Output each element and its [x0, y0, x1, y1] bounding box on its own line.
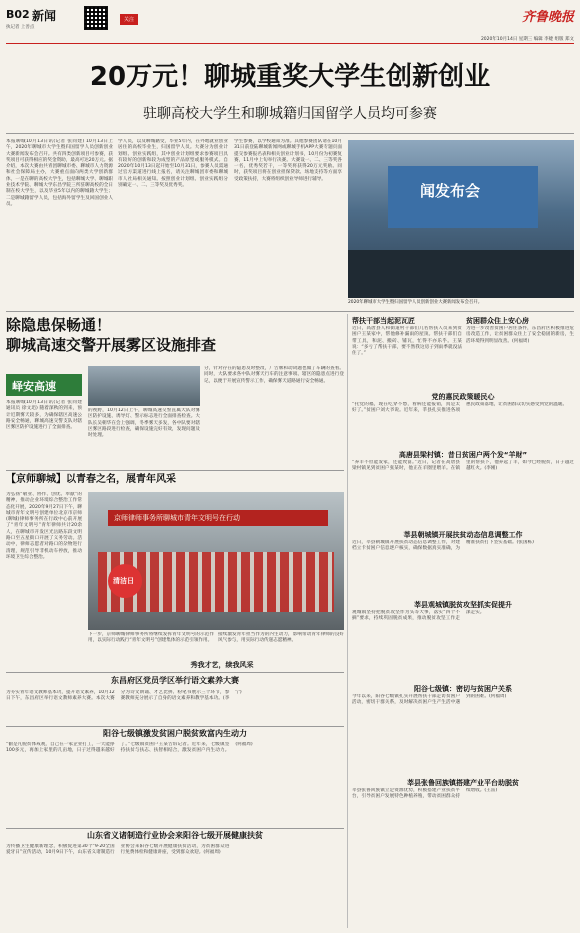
masthead-subline: 执记者 上善点 [6, 25, 35, 30]
youth-signoff: 秀我才艺，续我风采 [190, 661, 254, 669]
follow-badge[interactable]: 关注 [120, 14, 138, 25]
masthead [0, 0, 580, 40]
traffic-headline-2: 聊城高速交警开展雾区设施排查 [6, 336, 217, 354]
page-code: B02 [6, 8, 30, 21]
poverty-text: “偷是凡脱贫体戒观，自己在一家企业打工，一天能挣100多元，再加上家里的几亩地，日子过得越来越好了。”七级镇贫困户王某告诉记者。近年来，七级镇坚持扶贫与扶志、扶智相结合，激发贫困户内生动力。(何福周) [6, 742, 253, 754]
traffic-photo [88, 366, 200, 406]
masthead-rule [6, 43, 574, 44]
right-story1-text: 近日，高唐县人和街道村干部们几名帮扶人员来到贫困户王某家中，帮他修补漏雨的屋顶。帮扶干部们自带工具，和泥、搬砖、铺瓦，忙得不亦乐乎。王某说：“多亏了帮扶干部，要不然我这房子到雨季就没法住了。” [352, 326, 462, 357]
right-story5-headline: 莘县朝城镇开展扶贫动态信息调整工作 [403, 531, 523, 539]
photo-overlay-text: 闻发布会 [420, 182, 481, 200]
right-story5-text: 近日，莘县朝城镇开展扶贫动态信息调整工作，对建档立卡贫困户信息逐户核实，确保数据真实准确，为精准扶贫打下坚实基础。(张国栋) [352, 540, 534, 552]
traffic-col-3: 分，针对存在的隐患及时整改，广告牌和动词题也做了车辆的查看。同时，大队要求各中队对雾天行车的注意事项、辖区的隐患点进行登记，以便于开展宣传警示工作，确保雾天道路通行安全畅通。 [204, 366, 344, 384]
right-story6-headline: 莘县观城镇脱贫攻坚抓实促提升 [414, 601, 512, 609]
highway-logo-text: 峄安高速 [12, 380, 56, 393]
youth-headline: 【京师聊城】以青春之名，展青年风采 [6, 474, 176, 485]
photo-caption: 2020年聊城市大学生暨归国留学人员创新创业大赛新闻发布会召开。 [348, 300, 483, 305]
right-story1-headline: 帮扶干部当起泥瓦匠 [352, 317, 415, 325]
main-col-3: 学生参赛，以学校通知为准。其他参赛团队请在10月31日前登陆聊城新闻网或聊城手机APP大赛专题页面提交参赛报名表和相关创业计划书，10月份为初赛复赛，11月中上旬举行决赛。大赛设一、二、三等奖各一名，优秀奖若干，一等奖将获得20万元奖励。同时，获奖项目将在创业担保贷款、场地支持等方面享受政策扶持，大赛将组织创业导师进行辅导。 [234, 139, 342, 182]
highway-logo [6, 374, 82, 396]
clean-day-sign [108, 564, 142, 598]
youth-col-2: 下一步，京师聊城律师事务所将继续发挥青年文明号的示范作用，以实际行动践行“青年文明号”创建集体的示范引领作用。 [88, 632, 214, 644]
right-story6-text: 观城镇坚持把脱贫攻坚作为头等大事，落实“四个不摘”要求，持续巩固脱贫成果，推动脱贫攻坚工作走深走实。 [352, 610, 485, 622]
main-col-2: 学人员，以及聊城籍受，毕业5年内，在外地就业创业居住的高校毕业生，归国留学人员。大赛分为创业计划组、创业实践组，其中创业计划组要求参赛项目具有较好的创新和较为成型的产品原型或服务模式。自2020年10月13日起开始至10月31日，参赛人员需通过官方渠道进行线上报名，请关注聊城团市委和聊城市人社局相关通知。按照创业计划组、创业实践组分别确定一、二、三等奖及优秀奖。 [118, 139, 228, 189]
right-story7-text: 今年以来，阳谷七级镇扎实开展帮扶干部走访贫困户活动，密切干群关系，及时解决贫困户生产生活中遇到的困难。(何福周) [352, 694, 507, 706]
main-subheadline: 驻聊高校大学生和聊城籍归国留学人员均可参赛 [143, 106, 437, 122]
photo-table [348, 250, 574, 298]
clean-day-sign-text: 清洁日 [113, 577, 134, 585]
main-col-1: 本报聊城10月13日讯(记者 张同建) 10月13日上午，2020年聊城市大学生暨归国留学人员创新创业大赛新闻发布会召开。共有四类创新项目可参赛，获奖项目可获得相应的奖金资助，最高可达20万元。据介绍，本次大赛由共青团聊城市委、聊城市人力资源和社会保障局主办，大赛重点面向两类大学创新群体，一是在聊的高校大学生，包括聊城大学、聊城职业技术学院、聊城大学东昌学院三所驻聊高校的全日制在校大学生，以及毕业5年以内的聊城籍大学生；二是聊城籍留学人员，包括海外留学生及回国创业人员。 [6, 139, 113, 207]
divider [6, 133, 574, 134]
dongchang-text: 为夯实青年语文教师基本功，提升语文素养，10月12日下午，东昌府区举行语文教师素养大赛。本次大赛分为诗文朗诵、才艺比拼、粉笔书展示三个环节，参赛教师充分展示了自身的语文素养和教学基本功。(李宁) [6, 690, 242, 702]
right-story8-headline: 莘县张鲁回族镇搭建产业平台助脱贫 [407, 779, 519, 787]
divider [6, 726, 344, 727]
right-story4-text: “养羊不但能发家，还能致富。”近日，记者在高唐县梁村镇见到贫困户张某时，他正在羊圈里喂羊。在镇里的帮扶下，他养起了羊，如今已经脱贫，日子越过越红火。(李刚) [352, 460, 574, 472]
divider [6, 672, 344, 673]
youth-col-1: 为弘扬“敬业、协作、创优、奉献”的精神，推动企业环境综合整治工作常态化开展，2020年9月27日下午，聊城市青年文明号创建单位北京市京师(聊城)律师事务所在行政中心前开展了“青年文明号”青年律师共计20余人，在聊城市开发区光岳路东段文明路口至五星街口开展了义务劳动。活动中，律师志愿者对路口的杂物进行清理，规范引导非机动车停放，推动环境卫生综合整治。 [6, 492, 82, 560]
column-divider [347, 314, 348, 928]
date-line: 2020年10月14日 星期三 编辑 李婕 组版 郑文 [480, 37, 574, 42]
section-name: 新闻 [32, 9, 57, 23]
right-story2-headline: 贫困群众住上安心房 [466, 317, 529, 325]
main-headline: 20万元！聊城重奖大学生创新创业 [89, 62, 491, 92]
press-conference-photo [348, 140, 574, 298]
traffic-col-1: 本报聊城10月13日讯(记者 张同建 通讯员 徐文迅) 随着深秋的到来，预计近期雾天较多，为确保辖区高速公路安全畅通，聊城高速交警支队对辖区雾区防护设施进行了全面排查。 [6, 400, 82, 431]
dongchang-headline: 东昌府区党员学区举行语文素养大赛 [111, 676, 239, 685]
divider [6, 311, 574, 312]
volunteers-photo [88, 492, 344, 630]
qr-code-icon[interactable] [84, 6, 108, 30]
banner-text: 京师律师事务所聊城市青年文明号在行动 [114, 514, 240, 522]
traffic-col-2: 的视野，10月12日上午，聊城高速交警直属大队对雾区防护设施、诱导灯、警示标志进行全面排查检查。大队长吴朝华在会上强调，冬季雾天多发，各中队要对辖区雾区路段进行检查，确保设施完好有效，发现问题及时处理。 [88, 408, 200, 439]
health-headline: 山东省义诸制造行业协会来阳谷七级开展健康扶贫 [87, 831, 263, 840]
right-story3-text: “托党的福，现在吃穿不愁，看病还能报销，真是太好了。”贫困户刘大爷说。近年来，莘县扎实推进各项惠民政策落地，让贫困群众切实感受到党的温暖。 [352, 402, 568, 414]
right-story3-headline: 党的惠民政策暖民心 [431, 393, 495, 401]
right-story4-headline: 高唐县梁村镇：昔日贫困户两个发“羊财” [398, 451, 528, 459]
traffic-headline-1: 除隐患保畅通！ [6, 316, 112, 334]
right-story2-text: 为进一步改善贫困户居住条件，东昌府区积极推进危房改造工作，让贫困群众住上了安全稳固的新房，生活环境得到明显改善。(何福周) [466, 326, 574, 344]
youth-col-3: 接续激发青年担当作为的内生动力，影响带动青年律师的良好风气参与，用实际行动传递志愿精神。 [218, 632, 344, 644]
health-text: 为传播卫生健康新理念，积极促进第30个“9·20全国爱牙日”宣传活动，10月9日下午，山东省义诸制造行业协会来阳谷七级开展健康扶贫活动，为贫困群众进行免费体检和健康讲座，受到群众欢迎。(何福周) [6, 844, 230, 856]
poverty-headline: 阳谷七级镇激发贫困户脱贫致富内生动力 [103, 729, 247, 738]
right-story7-headline: 阳谷七级镇：密切与贫困户关系 [414, 685, 512, 693]
divider [6, 470, 344, 471]
divider [6, 828, 344, 829]
paper-logo: 齐鲁晚报 [521, 10, 574, 25]
right-story8-text: 莘县张鲁回族镇立足资源优势，积极搭建产业扶贫平台，引导贫困户发展特色种植养殖，带动贫困群众持续增收。(王雷) [352, 788, 498, 800]
banner [108, 510, 328, 526]
